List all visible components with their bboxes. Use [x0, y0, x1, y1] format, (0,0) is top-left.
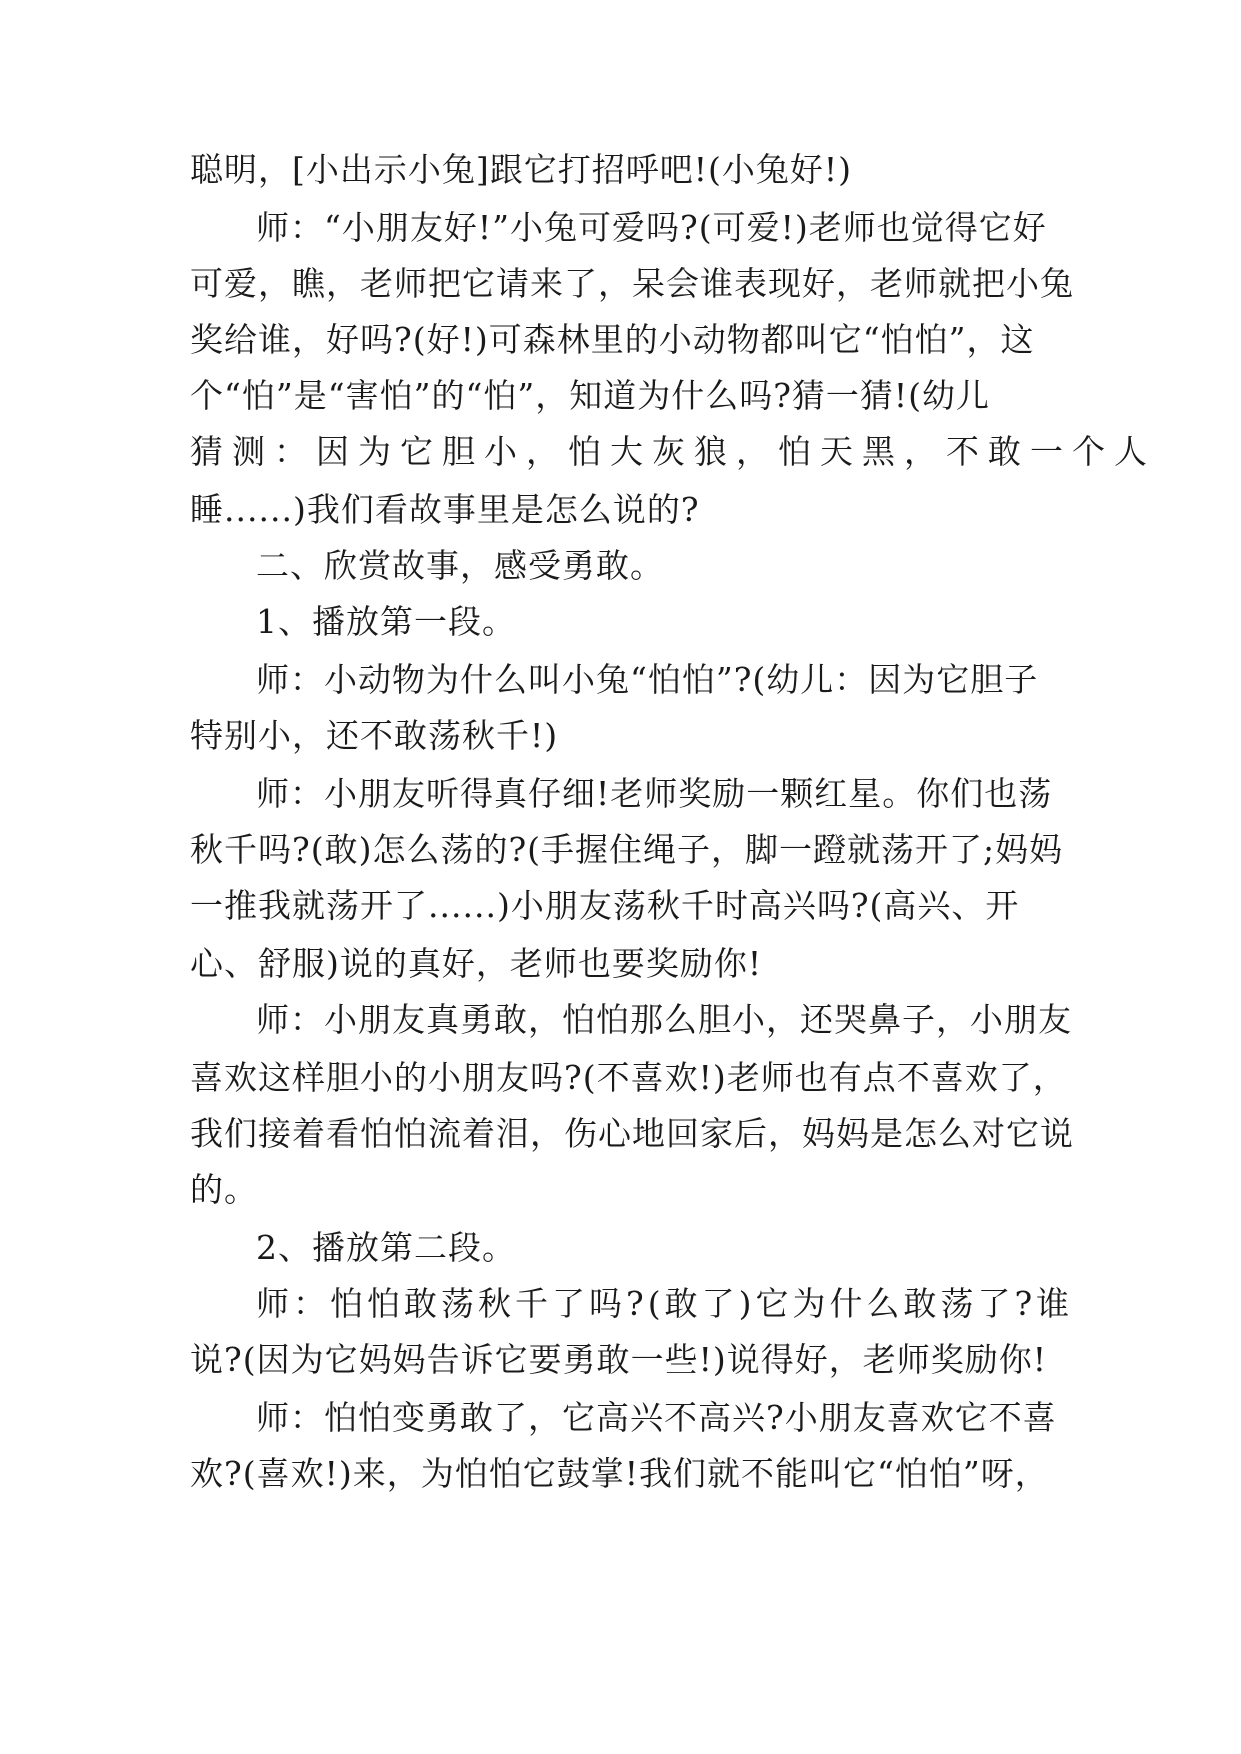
text-line: 特别小，还不敢荡秋千!)	[190, 716, 559, 755]
text-line: 猜测：因为它胆小，怕大灰狼，怕天黑，不敢一个人	[190, 432, 1156, 471]
text-line: 的。	[190, 1170, 258, 1209]
text-line: 睡......)我们看故事里是怎么说的?	[190, 490, 700, 529]
text-line: 师：怕怕敢荡秋千了吗?(敢了)它为什么敢荡了?谁	[256, 1284, 1074, 1323]
text-line: 秋千吗?(敢)怎么荡的?(手握住绳子，脚一蹬就荡开了;妈妈	[190, 830, 1064, 869]
text-line: 师：小朋友真勇敢，怕怕那么胆小，还哭鼻子，小朋友	[256, 1000, 1072, 1039]
text-line: 一推我就荡开了......)小朋友荡秋千时高兴吗?(高兴、开	[190, 886, 1020, 925]
text-line: 聪明，[小出示小兔]跟它打招呼吧!(小兔好!)	[190, 150, 853, 189]
text-line: 师：“小朋友好!”小兔可爱吗?(可爱!)老师也觉得它好	[256, 208, 1047, 247]
text-line: 喜欢这样胆小的小朋友吗?(不喜欢!)老师也有点不喜欢了，	[190, 1058, 1067, 1097]
text-line: 师：怕怕变勇敢了，它高兴不高兴?小朋友喜欢它不喜	[256, 1398, 1057, 1437]
text-line: 个“怕”是“害怕”的“怕”，知道为什么吗?猜一猜!(幼儿	[190, 376, 991, 415]
text-line: 我们接着看怕怕流着泪，伤心地回家后，妈妈是怎么对它说	[190, 1114, 1074, 1153]
text-line: 师：小朋友听得真仔细!老师奖励一颗红星。你们也荡	[256, 774, 1053, 813]
text-line: 欢?(喜欢!)来，为怕怕它鼓掌!我们就不能叫它“怕怕”呀，	[190, 1454, 1049, 1493]
text-line: 奖给谁，好吗?(好!)可森林里的小动物都叫它“怕怕”，这	[190, 320, 1035, 359]
text-line: 说?(因为它妈妈告诉它要勇敢一些!)说得好，老师奖励你!	[190, 1340, 1047, 1379]
text-line: 师：小动物为什么叫小兔“怕怕”?(幼儿：因为它胆子	[256, 660, 1039, 699]
sub-heading: 2、播放第二段。	[256, 1228, 516, 1267]
text-line: 心、舒服)说的真好，老师也要奖励你!	[190, 944, 763, 983]
sub-heading: 1、播放第一段。	[256, 602, 516, 641]
section-heading: 二、欣赏故事，感受勇敢。	[256, 546, 664, 585]
text-line: 可爱，瞧，老师把它请来了，呆会谁表现好，老师就把小兔	[190, 264, 1074, 303]
